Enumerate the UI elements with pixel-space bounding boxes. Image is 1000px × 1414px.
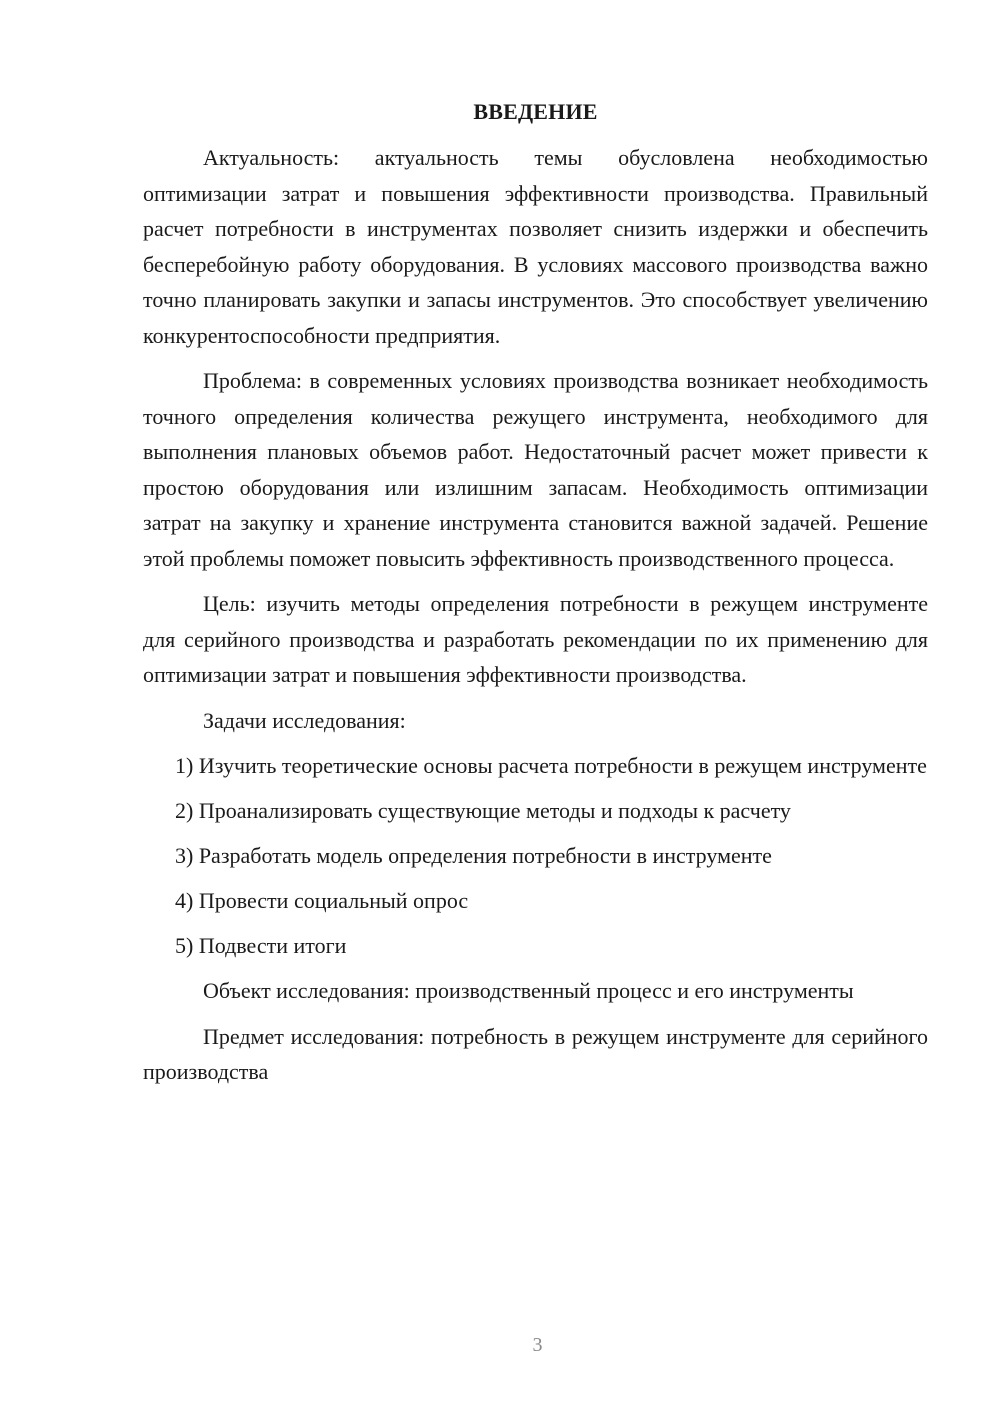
page-content (143, 96, 928, 1100)
task-item-5: 5) Подвести итоги (175, 933, 347, 958)
task-item-3: 3) Разработать модель определения потребности в инструменте (175, 843, 772, 868)
subject-paragraph: Предмет исследования: потребность в режущем инструменте для серийного производства (143, 1023, 928, 1084)
object-paragraph: Объект исследования: производственный процесс и его инструменты (203, 978, 854, 1003)
tasks-title: Задачи исследования: (203, 707, 406, 733)
relevance-paragraph: Актуальность: актуальность темы обусловлена необходимостью оптимизации затрат и повышения эффективности производства. Правильный расчет потребности в инструментах позволяет снизить издержки и обеспечить бесперебойную работу оборудования. В условиях массового производства важно точно планировать закупки и запасы инструментов. Это способствует увеличению конкурентоспособности предприятия. (143, 145, 928, 348)
problem-paragraph: Проблема: в современных условиях производства возникает необходимость точного определения количества режущего инструмента, необходимого для выполнения плановых объемов работ. Недостаточный расчет может привести к простою оборудования или излишним запасам. Необходимость оптимизации затрат на закупку и хранение инструмента становится важной задачей. Решение этой проблемы поможет повысить эффективность производственного процесса. (143, 368, 928, 571)
section-heading: ВВЕДЕНИЕ (473, 99, 598, 124)
page-number: 3 (532, 1334, 543, 1356)
task-item-4: 4) Провести социальный опрос (175, 888, 469, 913)
task-item-1: 1) Изучить теоретические основы расчета потребности в режущем инструменте (175, 753, 927, 778)
task-item-2: 2) Проанализировать существующие методы и подходы к расчету (175, 798, 791, 823)
goal-paragraph: Цель: изучить методы определения потребности в режущем инструменте для серийного производства и разработать рекомендации по их применению для оптимизации затрат и повышения эффективности производства. (143, 591, 928, 687)
